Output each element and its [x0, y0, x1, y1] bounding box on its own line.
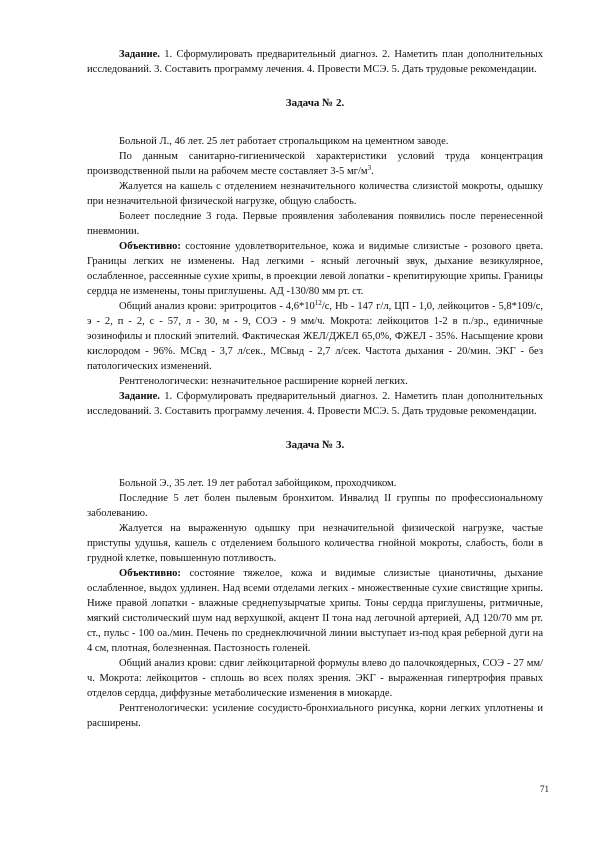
page-content: [87, 47, 543, 731]
assignment-label: Задание.: [119, 49, 160, 60]
task-3-objective-text: состояние тяжелое, кожа и видимые слизистые цианотичны, дыхание ослабленное, выдох удлинен. Над всеми отделами легких - множественные сухие свистящие хрипы. Ниже правой лопатки - влажные среднепузырчатые хрипы. Тоны сердца приглушены, ритмичные, мягкий систолический шум над верхушкой, акцент II тона над легочной артерией, АД 120/70 мм рт. ст., пульс - 100 оа./мин. Печень по среднеключичной линии выступает из-под края реберной дуги на 4 см, плотная, болезненная. Пастозность голеней.: [87, 568, 543, 654]
task-2-dust-text: По данным санитарно-гигиенической характеристики условий труда концентрация производственной пыли на рабочем месте составляет 3-5 мг/м: [87, 151, 543, 177]
task-2-complaints: Жалуется на кашель с отделением незначительного количества слизистой мокроты, одышку при незначительной физической нагрузке, общую слабость.: [87, 181, 543, 207]
page-number: 71: [540, 784, 549, 794]
task-2-blood-sup: 12: [314, 299, 322, 307]
task-2-blood-rest: /с, Hb - 147 г/л, ЦП - 1,0, лейкоцитов - 5,8*109/с, э - 2, п - 2, с - 57, л - 30, м - 9, СОЭ - 9 мм/ч. Мокрота: лейкоцитов 1-2 в п./зр., единичные эозинофилы и плоский эпителий. Фактическая ЖЕЛ/ДЖЕЛ 65,0%, ФЖЕЛ - 35%. Насыщение крови кислородом - 96%. МСвд - 3,7 л/сек., МСвыд - 2,7 л/сек. Частота дыхания - 20/мин. ЭКГ - без патологических изменений.: [87, 301, 544, 372]
task-2-objective-label: Объективно:: [119, 241, 181, 252]
task-2-blood-text: Общий анализ крови: эритроцитов - 4,6*10: [119, 301, 315, 312]
task-3-complaints: Жалуется на выраженную одышку при незначительной физической нагрузке, частые приступы удушья, кашель с отделением большого количества гнойной мокроты, слабость, боли в грудной клетке, повышенную потливость.: [87, 523, 543, 564]
assignment-paragraph: [87, 47, 543, 77]
task-2-objective-text: состояние удовлетворительное, кожа и видимые слизистые - розового цвета. Границы легких не изменены. Над легкими - ясный легочный звук, дыхание везикулярное, ослабленное, рассеянные сухие хрипы, в проекции левой лопатки - крепитирующие хрипы. Границы сердца не изменены, тоны приглушены. АД -130/80 мм рт. ст.: [87, 241, 543, 297]
task-2-assignment: [87, 389, 543, 419]
task-3-objective-label: Объективно:: [119, 568, 181, 579]
task-2-patient-intro: Больной Л., 46 лет. 25 лет работает стропальщиком на цементном заводе.: [119, 136, 449, 147]
task-3-history: Последние 5 лет болен пылевым бронхитом. Инвалид II группы по профессиональному заболеванию.: [87, 493, 543, 519]
task-2-xray: Рентгенологически: незначительное расширение корней легких.: [119, 376, 408, 387]
task-2-dust-sup: 3: [367, 164, 372, 172]
task-2-dust-concentration: [87, 149, 543, 179]
task-2-blood-test: [87, 299, 543, 374]
task-2-objective: [87, 239, 543, 299]
assignment-text: 1. Сформулировать предварительный диагноз. 2. Наметить план дополнительных исследований. 3. Составить программу лечения. 4. Провести МСЭ. 5. Дать трудовые рекомендации.: [87, 49, 543, 75]
task-3-xray: Рентгенологически: усиление сосудисто-бронхиального рисунка, корни легких уплотнены и расширены.: [87, 703, 543, 729]
task-2-history: Болеет последние 3 года. Первые проявления заболевания появились после перенесенной пневмонии.: [87, 211, 543, 237]
task-2-dust-end: .: [371, 166, 374, 177]
task-2-title: Задача № 2.: [285, 97, 345, 109]
task-3-patient-intro: Больной Э., 35 лет. 19 лет работал забойщиком, проходчиком.: [119, 478, 397, 489]
task-3-objective: [87, 566, 543, 656]
task-3-blood-test: Общий анализ крови: сдвиг лейкоцитарной формулы влево до палочкоядерных, СОЭ - 27 мм/ч. Мокрота: лейкоцитов - сплошь во всех полях зрения. ЭКГ - выраженная гипертрофия правых отделов сердца, диффузные метаболические изменения в миокарде.: [87, 658, 543, 699]
task-2-assignment-text: 1. Сформулировать предварительный диагноз. 2. Наметить план дополнительных исследований. 3. Составить программу лечения. 4. Провести МСЭ. 5. Дать трудовые рекомендации.: [87, 391, 543, 417]
task-2-assignment-label: Задание.: [119, 391, 160, 402]
task-3-title: Задача № 3.: [285, 439, 345, 451]
